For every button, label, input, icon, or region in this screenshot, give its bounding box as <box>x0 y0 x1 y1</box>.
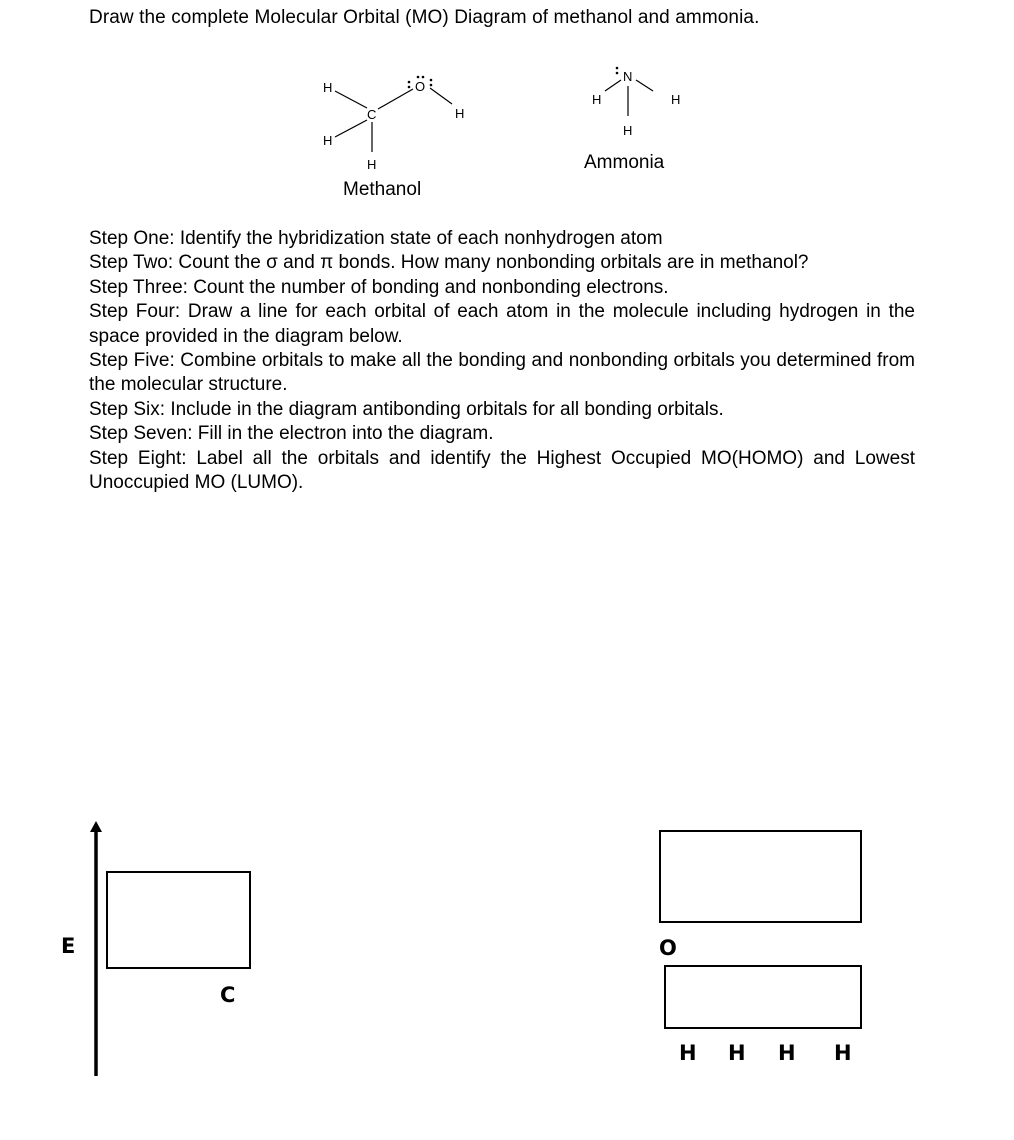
step-three: Step Three: Count the number of bonding and nonbonding electrons. <box>89 276 669 298</box>
ammonia-name: Ammonia <box>584 152 665 173</box>
oxygen-orbital-box[interactable] <box>659 830 862 923</box>
hydrogen-label-1: H <box>679 1041 697 1065</box>
ammonia-atom-n: N <box>623 69 633 84</box>
ammonia-atom-h1: H <box>592 92 602 107</box>
ammonia-atom-h2: H <box>671 92 681 107</box>
methanol-structure <box>310 66 480 178</box>
step-two: Step Two: Count the σ and π bonds. How many nonbonding orbitals are in methanol? <box>89 252 809 274</box>
step-five: Step Five: Combine orbitals to make all the bonding and nonbonding orbitals you determined from the molecular structure. <box>89 350 915 396</box>
ammonia-bonds <box>605 80 653 116</box>
hydrogen-label-4: H <box>834 1041 852 1065</box>
methanol-atom-c: C <box>367 107 377 122</box>
methanol-atom-h3: H <box>455 106 465 121</box>
methanol-atom-o: O <box>415 79 426 94</box>
nitrogen-lone-pair <box>616 67 619 75</box>
step-eight: Step Eight: Label all the orbitals and identify the Highest Occupied MO(HOMO) and Lowest Unoccupied MO (LUMO). <box>89 447 915 494</box>
oxygen-label: O <box>659 936 677 960</box>
step-six: Step Six: Include in the diagram antibonding orbitals for all bonding orbitals. <box>89 398 724 420</box>
step-one: Step One: Identify the hybridization state of each nonhydrogen atom <box>89 228 663 249</box>
energy-arrow-icon <box>90 821 102 832</box>
methanol-atom-h1: H <box>323 80 333 95</box>
question-title: Draw the complete Molecular Orbital (MO) Diagram of methanol and ammonia. <box>89 7 760 28</box>
carbon-orbital-box[interactable] <box>106 871 251 969</box>
step-four: Step Four: Draw a line for each orbital of each atom in the molecule including hydrogen in the space provided in the diagram below. <box>89 301 915 347</box>
instructions <box>89 227 915 495</box>
ammonia-atom-h3: H <box>623 123 633 138</box>
hydrogen-label-2: H <box>728 1041 746 1065</box>
carbon-label: C <box>220 983 236 1007</box>
energy-label: E <box>61 934 76 958</box>
step-seven: Step Seven: Fill in the electron into the diagram. <box>89 423 494 445</box>
methanol-bonds <box>335 88 452 152</box>
ammonia-structure <box>570 58 690 144</box>
methanol-atom-h2: H <box>323 133 333 148</box>
hydrogen-label-3: H <box>778 1041 796 1065</box>
methanol-atom-h4: H <box>367 157 377 172</box>
hydrogen-orbital-box[interactable] <box>664 965 862 1029</box>
methanol-name: Methanol <box>343 179 422 200</box>
